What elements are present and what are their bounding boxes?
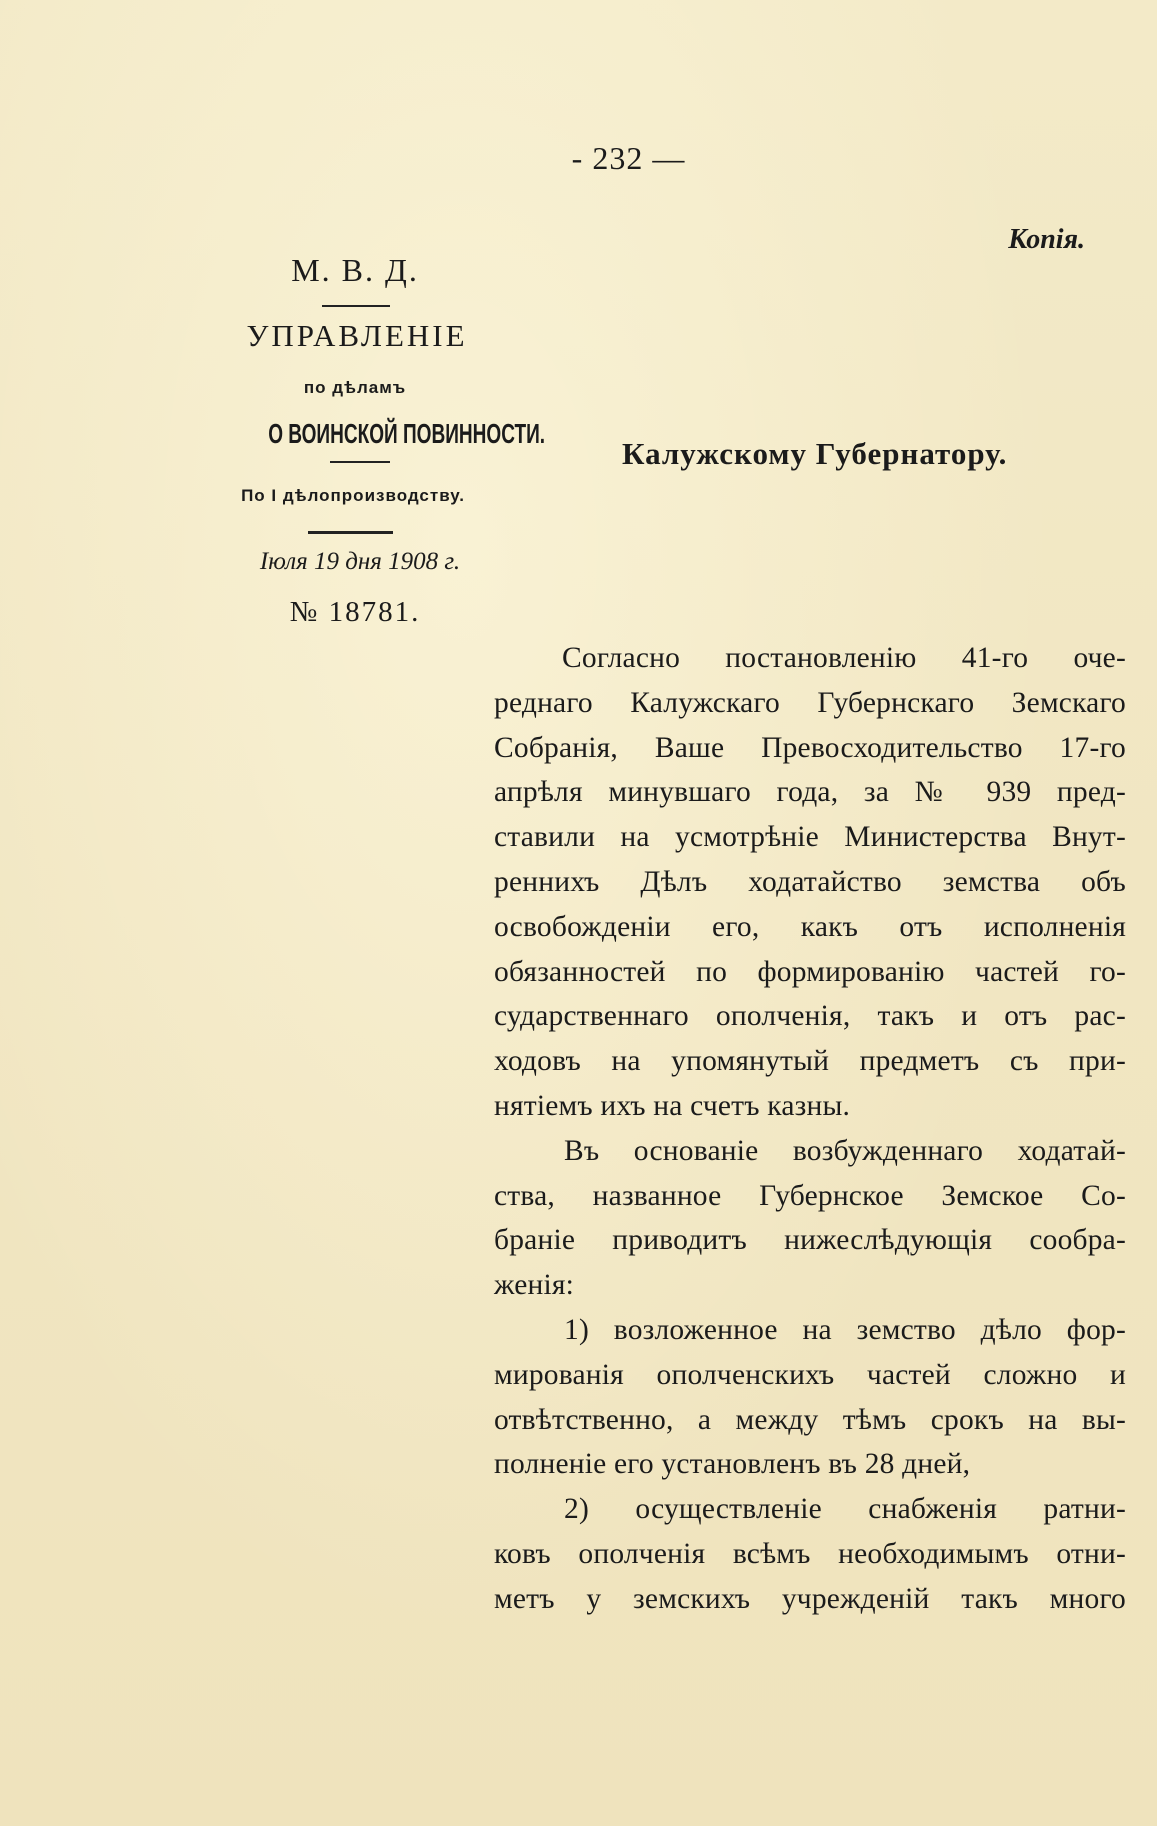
- text-line: метъ у земскихъ учрежденій такъ много: [494, 1582, 1126, 1615]
- text-line: ковъ ополченія всѣмъ необходимымъ отни-: [494, 1537, 1126, 1570]
- department-subject: О ВОИНСКОЙ ПОВИННОСТИ.: [268, 418, 546, 449]
- addressee: Калужскому Губернатору.: [622, 436, 1008, 471]
- text-line: Въ основаніе возбужденнаго ходатай-: [564, 1134, 1126, 1167]
- department-subtitle: по дѣламъ: [303, 378, 407, 397]
- text-line: ства, названное Губернское Земское Со-: [494, 1179, 1126, 1212]
- text-line: апрѣля минувшаго года, за № 939 пред-: [494, 776, 1126, 809]
- text-line: отвѣтственно, а между тѣмъ срокъ на вы-: [494, 1403, 1126, 1436]
- copy-mark: Копія.: [1008, 224, 1085, 255]
- divider-rule: [330, 461, 390, 463]
- text-line: нятіемъ ихъ на счетъ казны.: [494, 1089, 851, 1122]
- document-number: № 18781.: [289, 596, 421, 628]
- department-title: УПРАВЛЕНІЕ: [246, 318, 468, 353]
- text-line: Собранія, Ваше Превосходительство 17-го: [494, 731, 1126, 764]
- text-line: мированія ополченскихъ частей сложно и: [494, 1358, 1126, 1391]
- page-number-text: - 232 —: [571, 140, 686, 176]
- text-line: освобожденіи его, какъ отъ исполненія: [494, 910, 1126, 943]
- text-line: женія:: [494, 1269, 575, 1302]
- office-line: По I дѣлопроизводству.: [241, 486, 465, 505]
- divider-rule: [322, 305, 390, 307]
- text-line: сударственнаго ополченія, такъ и отъ рас-: [494, 1000, 1126, 1033]
- body-text: [494, 636, 1126, 1622]
- text-line: обязанностей по формированію частей го-: [494, 955, 1126, 988]
- ministry-abbreviation: М. В. Д.: [291, 252, 419, 288]
- text-line: 2) осуществленіе снабженія ратни-: [564, 1493, 1126, 1526]
- text-line: ходовъ на упомянутый предметъ съ при-: [494, 1045, 1126, 1078]
- text-line: реднаго Калужскаго Губернскаго Земскаго: [494, 686, 1126, 719]
- text-line: ставили на усмотрѣніе Министерства Внут-: [494, 821, 1126, 854]
- text-line: браніе приводитъ нижеслѣдующія сообра-: [494, 1224, 1126, 1257]
- text-line: реннихъ Дѣлъ ходатайство земства объ: [494, 865, 1126, 898]
- text-line: Согласно постановленію 41-го оче-: [562, 642, 1126, 674]
- divider-rule: [308, 531, 393, 534]
- date-line: Іюля 19 дня 1908 г.: [259, 548, 461, 575]
- text-line: полненіе его установленъ въ 28 дней,: [494, 1448, 971, 1481]
- page-number: [0, 140, 1157, 177]
- text-line: 1) возложенное на земство дѣло фор-: [564, 1313, 1126, 1346]
